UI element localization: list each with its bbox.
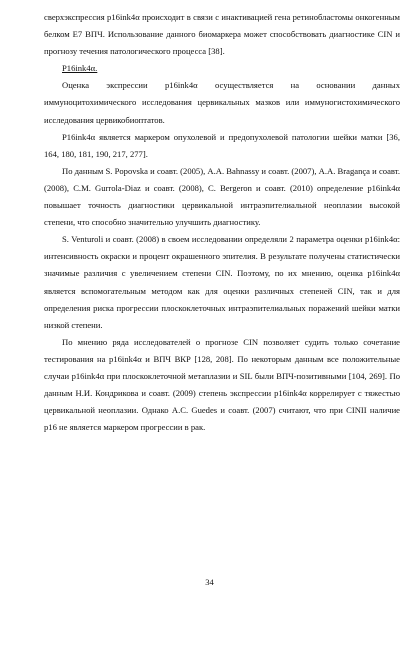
paragraph-4: S. Venturoli и соавт. (2008) в своем исследовании определяли 2 параметра оценки p16ink4α: интенсивность окраски и процент окрашенного эпителия. В результате получены статистически значимые различия с увеличением степени CIN. Поэтому, по их мнению, оценка p16ink4α является вспомогательным методом как для оценки различных степеней CIN, так и для определения риска прогрессии плоскоклеточных интраэпителиальных поражений шейки матки низкой степени. [44,234,400,330]
page-number: 34 [205,577,214,587]
paragraph-1: Оценка экспрессии p16ink4α осуществляется на основании данных иммуноцитохимического исследования цервикальных мазков или иммуногистохимического исследования цервикобиоптатов. [44,80,400,125]
paragraph-2: P16ink4α является маркером опухолевой и предопухолевой патологии шейки матки [36, 164, 180, 181, 190, 217, 277]. [44,131,400,159]
paragraph-5: По мнению ряда исследователей о прогнозе CIN позволяет судить только сочетание тестирования на p16ink4α и ВПЧ ВКР [128, 208]. По некоторым данным все положительные случаи p16ink4α при плоскоклеточной метаплазии и SIL были ВПЧ-позитивными [104, 269]. По данным Н.И. Кондрикова и соавт. (2009) степень экспрессии p16ink4α коррелирует с тяжестью цервикальной неоплазии. Однако A.C. Guedes и соавт. (2007) считают, что при CINII наличие p16 не является маркером прогрессии в рак. [44,336,400,433]
paragraph-continuation: сверхэкспрессия p16ink4α происходит в связи с инактивацией гена ретинобластомы онкогенным белком Е7 ВПЧ. Использование данного биомаркера может способствовать диагностике CIN и прогнозу течения патологического процесса [38]. [44,12,400,57]
section-heading [44,60,400,77]
paragraph-3: По данным S. Popovska и соавт. (2005), A.A. Bahnassy и соавт. (2007), A.A. Bragança и соавт. (2008), C.M. Gurrola-Diaz и соавт. (2008), C. Bergeron и соавт. (2010) определение p16ink4α повышает точность диагностики цервикальной интраэпителиальной неоплазии высокой степени, что способно значительно улучшить диагностику. [44,165,400,228]
document-page [44,9,400,436]
section-heading-text: P16ink4α. [62,63,98,74]
